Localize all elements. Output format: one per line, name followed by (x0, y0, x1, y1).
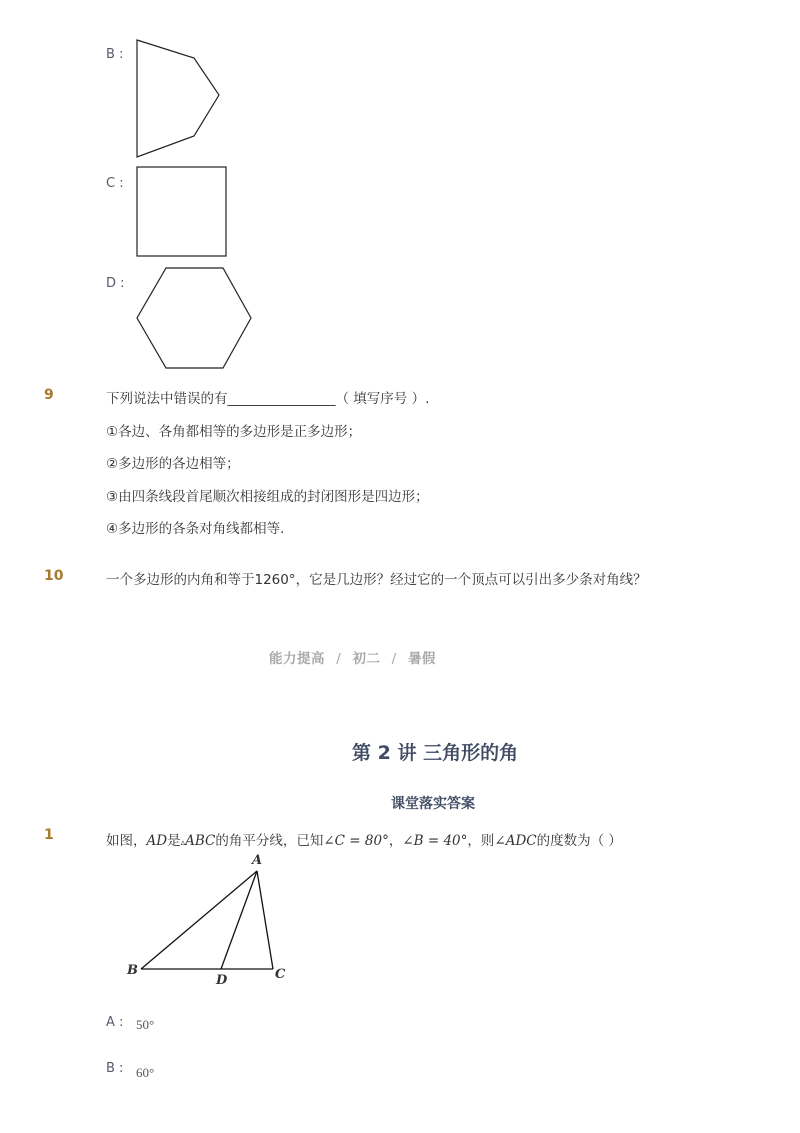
vertex-label-c: C (275, 967, 286, 982)
triangle-symbol: ▵ (180, 838, 186, 848)
question-10-stem: 一个多边形的内角和等于1260°，它是几边形？经过它的一个顶点可以引出多少条对角线？ (106, 572, 647, 588)
footer-separator: / (336, 651, 342, 667)
stem-text: 的度数为（ ） (536, 833, 622, 849)
option-c-label: C : (106, 176, 124, 191)
vertex-label-b: B (127, 963, 138, 978)
answer-option-b-label: B : (106, 1061, 124, 1076)
answer-option-a-value: 50° (136, 1017, 155, 1032)
vertex-label-a: A (252, 853, 263, 868)
footer-grade: 初二 (352, 651, 381, 667)
question-9-number: 9 (44, 387, 54, 403)
question-10-number: 10 (44, 568, 64, 584)
stem-text: ，则 (467, 833, 495, 849)
segment-ad: AD (146, 833, 168, 849)
question-9-statement-4: ④多边形的各条对角线都相等． (106, 521, 294, 537)
section-title: 课堂落实答案 (391, 796, 475, 812)
triangle-abc: ABC (185, 833, 216, 849)
answer-option-a-label: A : (106, 1015, 124, 1030)
option-b-label: B : (106, 47, 124, 62)
stem-text: ， (388, 833, 403, 849)
stem-text: 如图， (106, 833, 147, 849)
footer-category: 能力提高 (269, 651, 325, 667)
option-d-label: D : (106, 276, 125, 291)
question-9-statement-2: ②多边形的各边相等； (106, 456, 240, 472)
stem-text: 是 (167, 833, 181, 849)
answer-option-b-value: 60° (136, 1065, 155, 1080)
footer-term: 暑假 (407, 651, 436, 667)
question-9-stem: 下列说法中错误的有________________（ 填写序号 ）. (106, 391, 430, 407)
angle-adc: ∠ADC (494, 833, 537, 849)
vertex-label-d: D (216, 973, 228, 988)
question-9-statement-3: ③由四条线段首尾顺次相接组成的封闭图形是四边形； (106, 489, 429, 505)
stem-text: 的角平分线，已知 (215, 833, 324, 849)
question-9-statement-1: ①各边、各角都相等的多边形是正多边形； (106, 424, 362, 440)
footer-separator: / (391, 651, 397, 667)
lesson-title: 第 2 讲 三角形的角 (352, 742, 519, 764)
angle-b-value: ∠B = 40° (402, 833, 468, 849)
angle-c-value: ∠C = 80° (323, 833, 389, 849)
question-1-number: 1 (44, 827, 54, 843)
